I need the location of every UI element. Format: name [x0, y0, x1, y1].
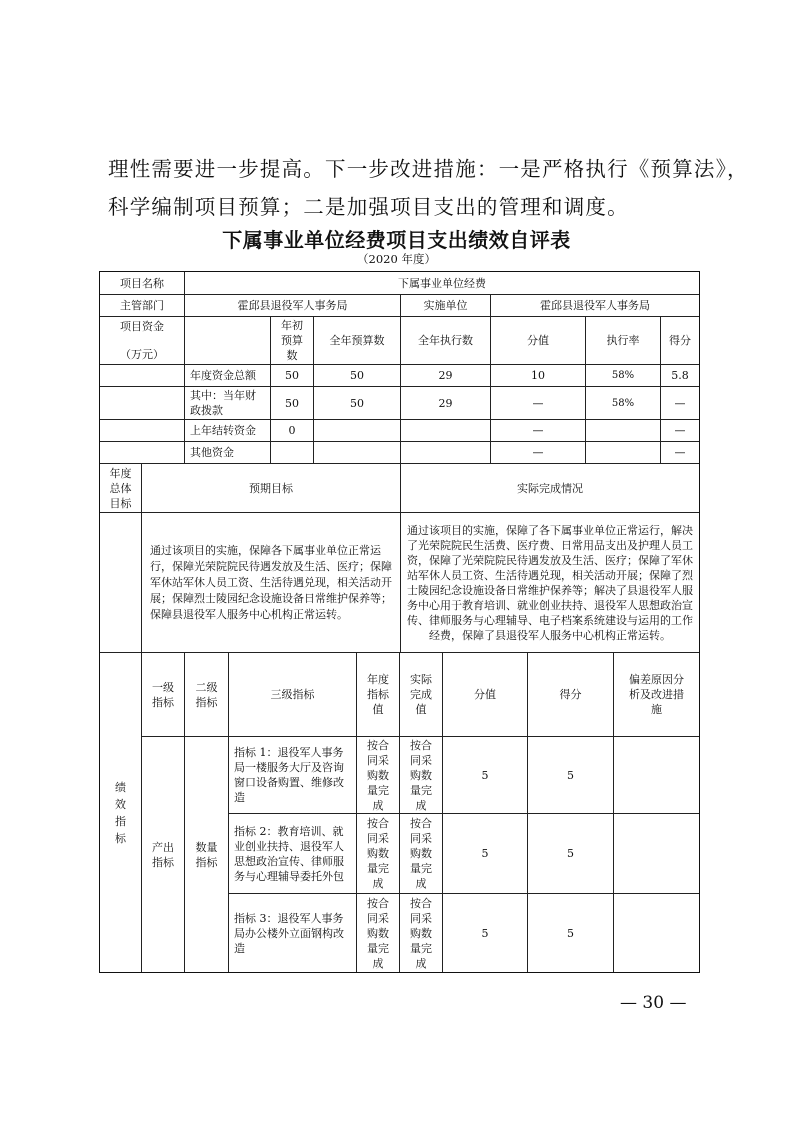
funds-header-score-value: 分值	[490, 316, 586, 365]
project-name-label: 项目名称	[99, 271, 185, 295]
funds-row-initial	[270, 441, 314, 464]
impl-value: 霍邱县退役军人事务局	[490, 294, 700, 317]
expected-goal-text: 通过该项目的实施，保障各下属事业单位正常运行，保障光荣院院民待遇发放及生活、医疗；保障军休站军休人员工资、生活待遇兑现，相关活动开展；保障烈士陵园纪念设施设备日常维护保养等；保障县退役军人服务中心机构正常运转。	[141, 512, 401, 653]
funds-row-executed: 29	[400, 386, 491, 420]
indicator-score-value: 5	[442, 893, 528, 973]
actual-completion-text: 通过该项目的实施，保障了各下属事业单位正常运行，解决了光荣院院民生活费、医疗费、日常用品支出及护理人员工资，保障了光荣院院民待遇发放及生活、医疗；保障了军休站军休人员工资、生活待遇兑现，相关活动开展；保障了烈士陵园纪念设施设备日常维护保养等；解决了县退役军人服务中心用于教育培训、就业创业扶持、退役军人思想政治宣传、律师服务与心理辅导、电子档案系统建设与运用的工作经费，保障了县退役军人服务中心机构正常运转。	[400, 512, 700, 653]
indicator-target: 按合同采购数量完成	[356, 813, 400, 894]
funds-row-executed: 29	[400, 364, 491, 387]
dept-value: 霍邱县退役军人事务局	[184, 294, 401, 317]
indicator-target: 按合同采购数量完成	[356, 893, 400, 973]
funds-row-initial: 0	[270, 419, 314, 442]
funds-row-rate: 58%	[585, 386, 661, 420]
perf-header-analysis: 偏差原因分析及改进措施	[613, 652, 700, 737]
perf-header-actual: 实际完成值	[399, 652, 443, 737]
perf-header-level1: 一级指标	[141, 652, 185, 737]
performance-indicators-label	[99, 652, 142, 973]
dept-label: 主管部门	[99, 294, 185, 317]
indicator-score-value: 5	[442, 813, 528, 894]
expected-goal-label: 预期目标	[141, 463, 401, 513]
funds-row-annual: 50	[313, 364, 401, 387]
page-number: — 30 —	[620, 993, 687, 1013]
indicator-analysis	[613, 736, 700, 814]
funds-row-blank	[99, 386, 185, 420]
funds-header-annual: 全年预算数	[313, 316, 401, 365]
level1-output-indicator: 产出指标	[141, 736, 185, 973]
indicator-name: 指标 3：退役军人事务局办公楼外立面钢构改造	[228, 893, 357, 973]
funds-row-rate	[585, 441, 661, 464]
indicator-score: 5	[527, 736, 614, 814]
table-subtitle: （2020 年度）	[357, 252, 436, 266]
indicator-score: 5	[527, 893, 614, 973]
project-name-value: 下属事业单位经费	[184, 271, 700, 295]
indicator-actual: 按合同采购数量完成	[399, 736, 443, 814]
indicator-actual: 按合同采购数量完成	[399, 893, 443, 973]
actual-completion-label: 实际完成情况	[400, 463, 700, 513]
funds-row-blank	[99, 364, 185, 387]
funds-row-blank	[99, 419, 185, 442]
perf-header-score: 得分	[527, 652, 614, 737]
funds-row-score: 5.8	[660, 364, 700, 387]
funds-header-rate: 执行率	[585, 316, 661, 365]
funds-row-score: —	[660, 441, 700, 464]
funds-row-initial: 50	[270, 386, 314, 420]
indicator-actual: 按合同采购数量完成	[399, 813, 443, 894]
funds-row-label: 其他资金	[184, 441, 271, 464]
funds-row-score-value: —	[490, 441, 586, 464]
indicator-score-value: 5	[442, 736, 528, 814]
perf-header-level2: 二级指标	[184, 652, 229, 737]
funds-row-executed	[400, 441, 491, 464]
perf-header-target: 年度指标值	[356, 652, 400, 737]
indicator-score: 5	[527, 813, 614, 894]
funds-label: 项目资金 （万元）	[99, 316, 185, 365]
intro-line-2: 科学编制项目预算；二是加强项目支出的管理和调度。	[108, 195, 629, 219]
funds-row-rate	[585, 419, 661, 442]
intro-line-1: 理性需要进一步提高。下一步改进措施：一是严格执行《预算法》，	[108, 157, 749, 181]
table-title: 下属事业单位经费项目支出绩效自评表	[222, 228, 571, 252]
funds-row-annual	[313, 441, 401, 464]
funds-row-blank	[99, 441, 185, 464]
level2-quantity-indicator: 数量指标	[184, 736, 229, 973]
perf-header-level3: 三级指标	[228, 652, 357, 737]
goal-label: 年度总体目标	[99, 463, 142, 513]
funds-row-label: 年度资金总额	[184, 364, 271, 387]
indicator-name: 指标 1：退役军人事务局一楼服务大厅及咨询窗口设备购置、维修改造	[228, 736, 357, 814]
funds-row-label: 上年结转资金	[184, 419, 271, 442]
impl-label: 实施单位	[400, 294, 491, 317]
funds-row-rate: 58%	[585, 364, 661, 387]
performance-indicators-text: 绩效指标	[115, 780, 126, 845]
indicator-target: 按合同采购数量完成	[356, 736, 400, 814]
funds-row-score: —	[660, 386, 700, 420]
goal-label-blank	[99, 512, 142, 653]
funds-row-score-value: 10	[490, 364, 586, 387]
funds-row-annual	[313, 419, 401, 442]
indicator-name: 指标 2：教育培训、就业创业扶持、退役军人思想政治宣传、律师服务与心理辅导委托外包	[228, 813, 357, 894]
funds-blank	[184, 316, 271, 365]
funds-row-score: —	[660, 419, 700, 442]
funds-row-label: 其中：当年财政拨款	[184, 386, 271, 420]
funds-row-executed	[400, 419, 491, 442]
indicator-analysis	[613, 893, 700, 973]
perf-header-score-value: 分值	[442, 652, 528, 737]
funds-row-annual: 50	[313, 386, 401, 420]
indicator-analysis	[613, 813, 700, 894]
funds-row-score-value: —	[490, 386, 586, 420]
funds-header-executed: 全年执行数	[400, 316, 491, 365]
funds-row-score-value: —	[490, 419, 586, 442]
funds-header-initial: 年初预算数	[270, 316, 314, 365]
funds-header-score: 得分	[660, 316, 700, 365]
funds-row-initial: 50	[270, 364, 314, 387]
